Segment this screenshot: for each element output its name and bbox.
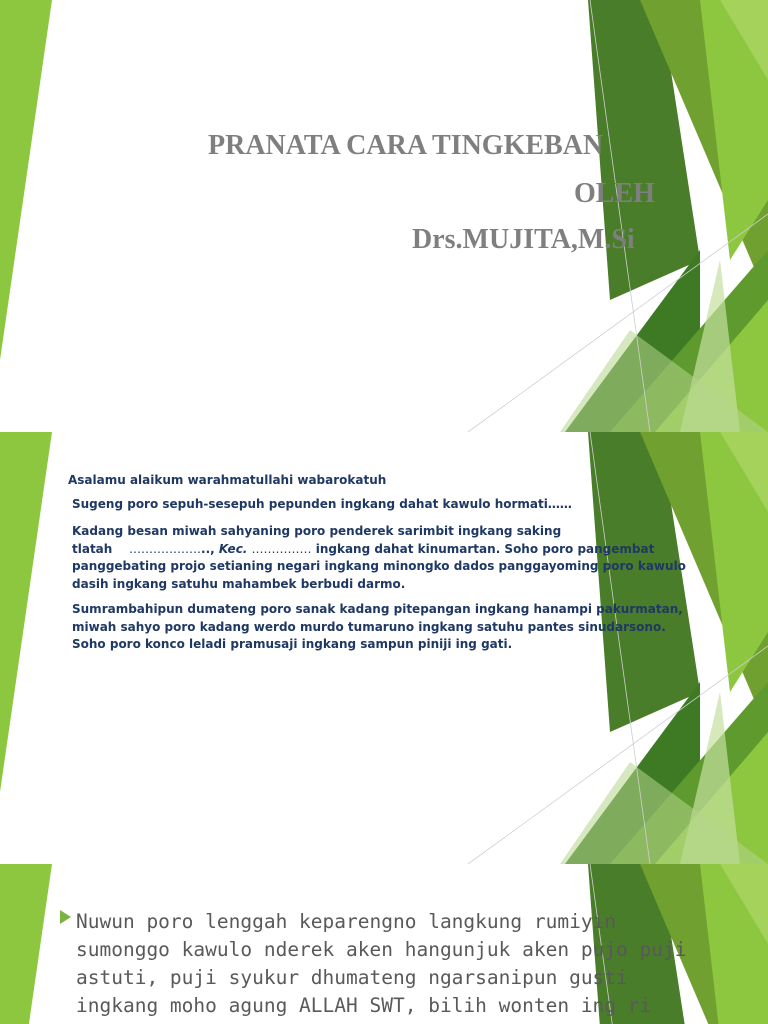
paragraph-family [72, 523, 702, 593]
slide-title [0, 0, 768, 432]
placeholder-dots: …………… [251, 541, 312, 556]
triangle-right-icon [60, 910, 71, 924]
greeting-text: Asalamu alaikum warahmatullahi wabarokatuh [68, 473, 387, 487]
slide-greeting [0, 432, 768, 864]
opening-paragraph: Nuwun poro lenggah keparengno langkung rumiyin sumonggo kawulo nderek aken hangunjuk aken pujo puji astuti, puji syukur dhumateng ngarsanipun gusti ingkang moho agung ALLAH SWT, bilih wonten ing ri [76, 910, 687, 1017]
placeholder-dots: ……………… [129, 541, 202, 556]
slide-opening [0, 864, 768, 1024]
byline-label: OLEH [574, 178, 655, 209]
paragraph-elders: Sugeng poro sepuh-sesepuh pepunden ingkang dahat kawulo hormati…… [72, 497, 572, 511]
paragraph-family-part1: Kadang besan miwah sahyaning poro penderek sarimbit ingkang saking tlatah [72, 524, 562, 556]
green-decoration [0, 0, 768, 432]
paragraph-family-part3: ingkang dahat kinumartan. Soho poro pangembat panggebating projo setianing negari ingkang minongko dados panggayoming poro kawulo dasih ingkang satuhu mahambek berbudi darmo. [72, 541, 686, 591]
paragraph-guests: Sumrambahipun dumateng poro sanak kadang pitepangan ingkang hanampi pakurmatan, miwah sahyo poro kadang werdo murdo tumaruno ingkang satuhu pantes sinudarsono. Soho poro konco leladi pramusaji ingkang sampun piniji ing gati. [72, 602, 683, 651]
kec-label: Kec. [218, 541, 248, 556]
presentation-title: PRANATA CARA TINGKEBAN [208, 130, 604, 161]
paragraph-family-part2: .., [201, 541, 219, 556]
author-name: Drs.MUJITA,M.Si [412, 224, 635, 255]
